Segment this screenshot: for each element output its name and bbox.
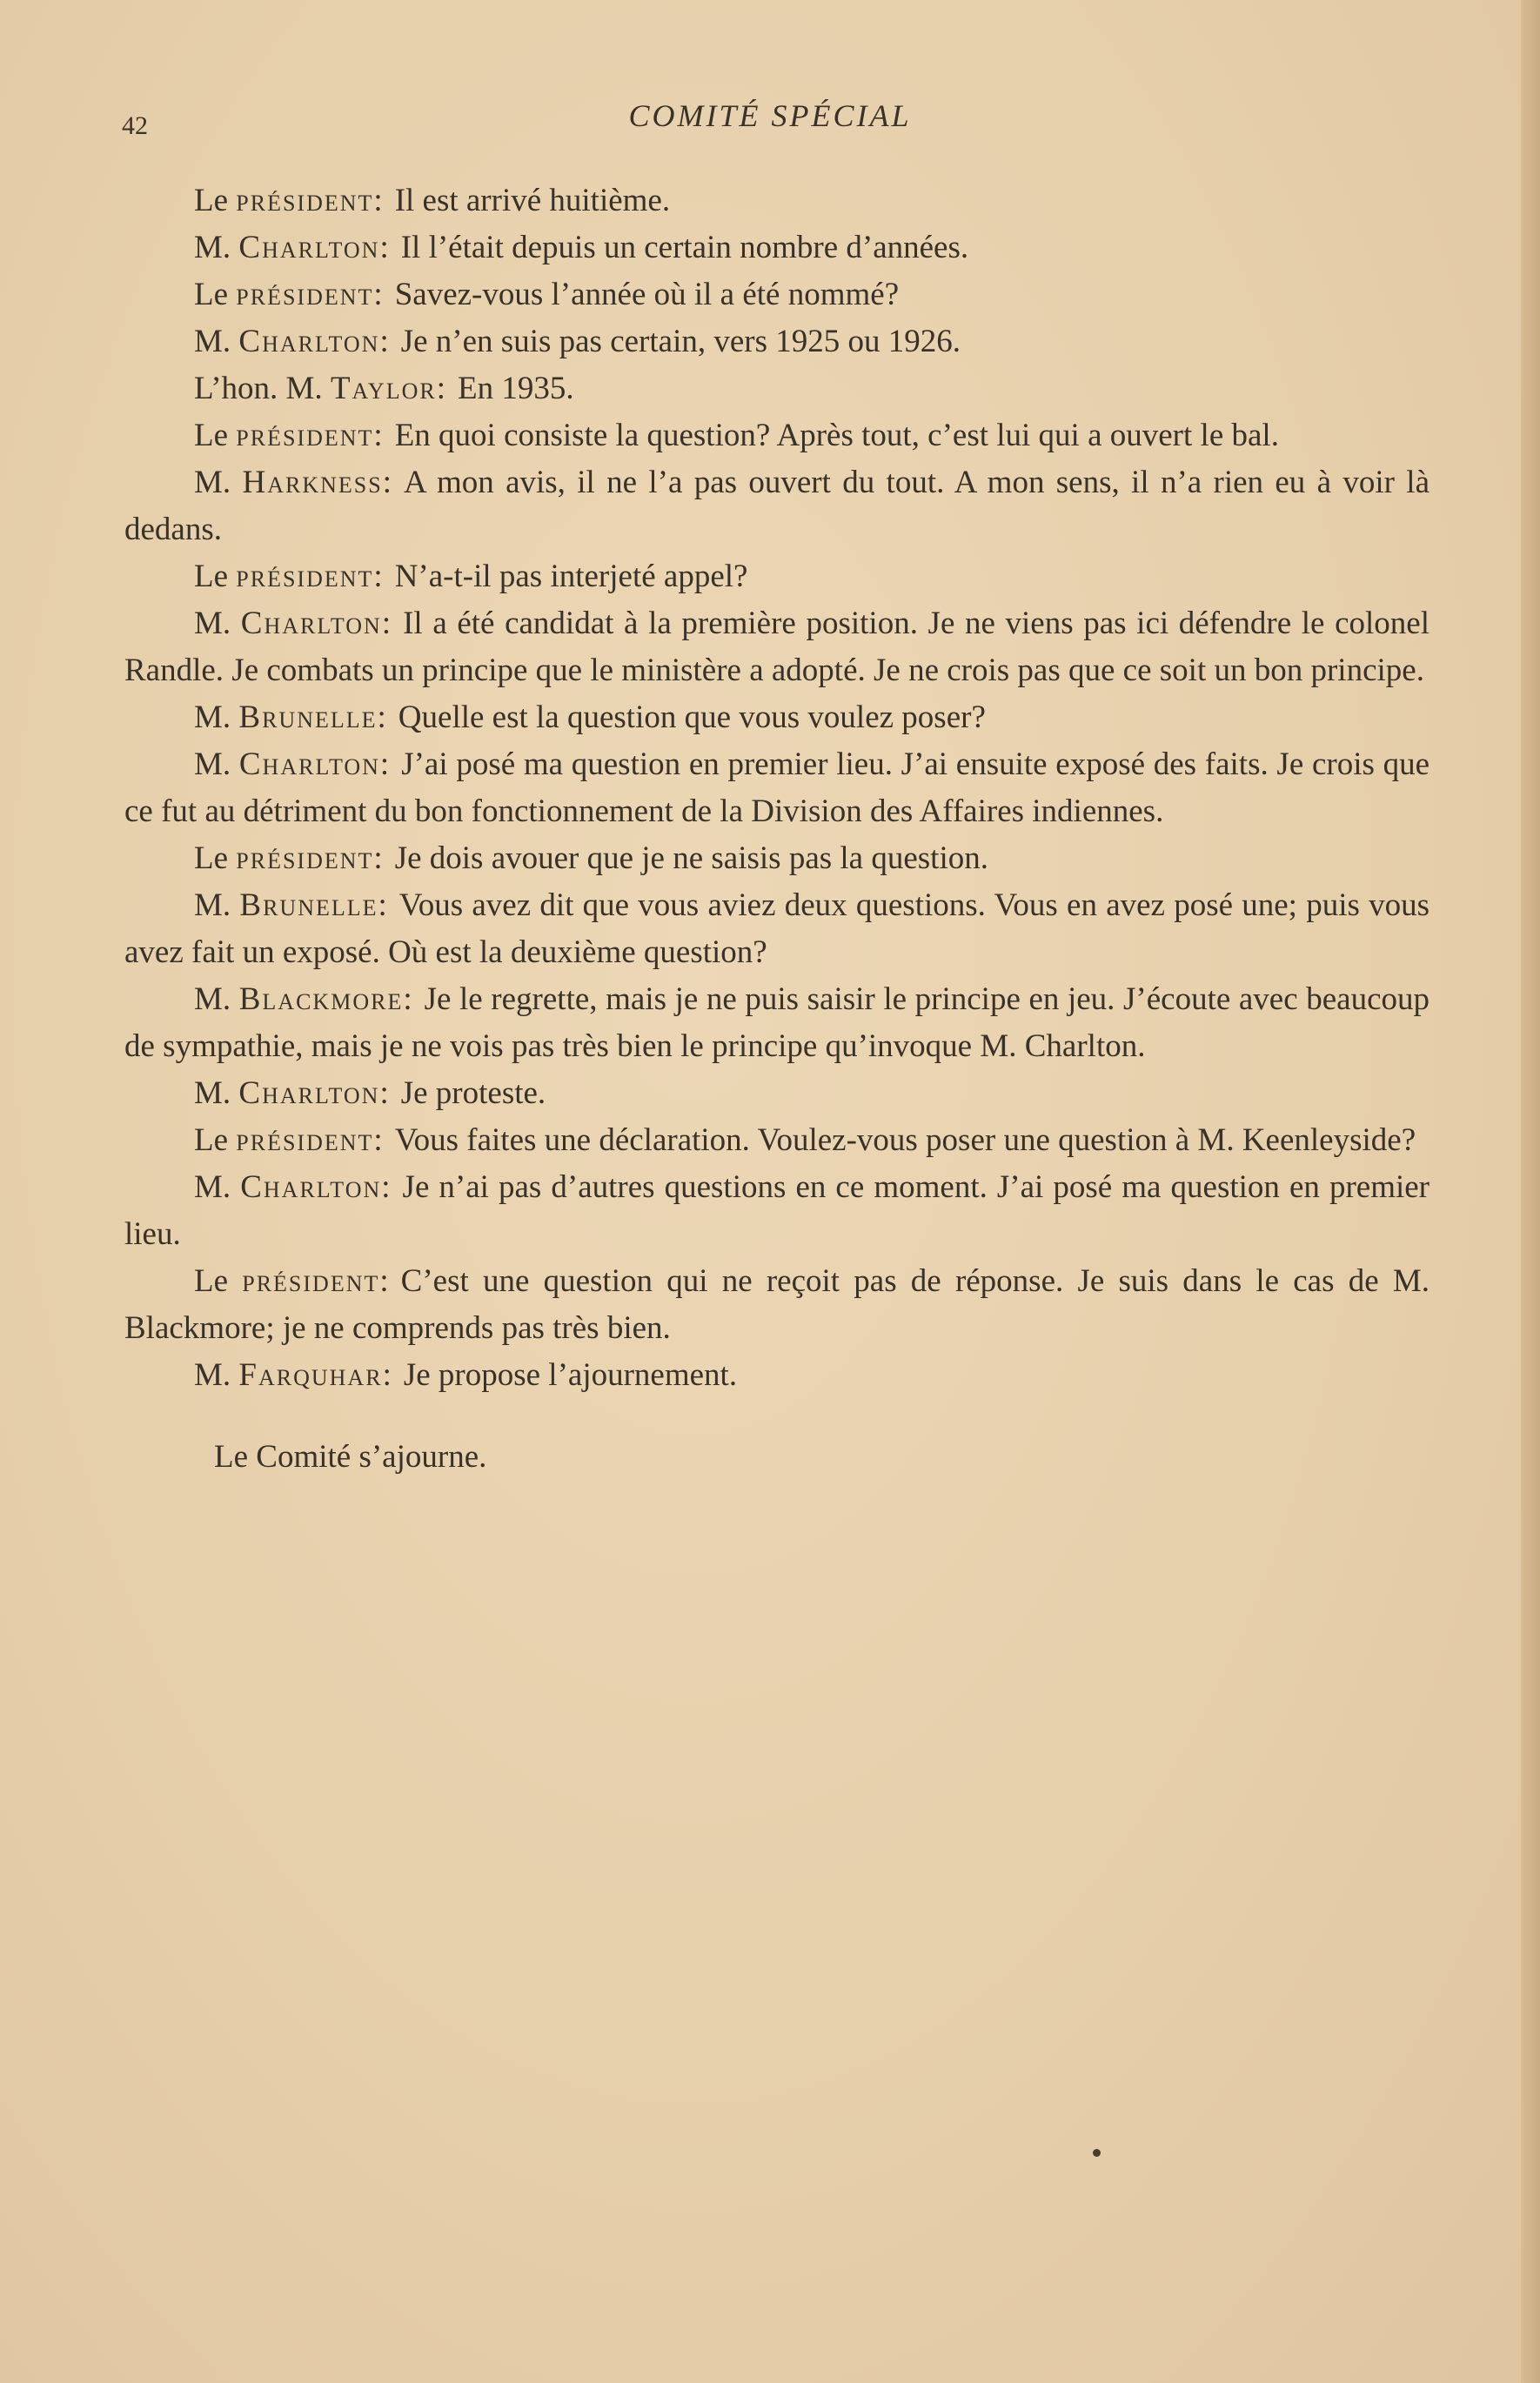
transcript-paragraph [124,882,1430,976]
speaker-prefix: M. [194,887,231,923]
transcript-paragraph [124,1117,1430,1164]
speaker-colon: : [382,465,392,500]
speaker-prefix: M. [194,1169,231,1205]
speaker-prefix: Le [194,277,229,312]
closing-statement: Le Comité s’ajourne. [214,1439,487,1475]
speaker-colon: : [403,981,412,1017]
speaker-prefix: M. [194,700,231,735]
speaker-colon: : [379,1263,389,1299]
transcript-paragraph [124,177,1430,224]
speech-text: Je n’ai pas d’autres questions en ce moment. J’ai posé ma question en premier lieu. [124,1169,1430,1252]
speech-text: Quelle est la question que vous voulez poser? [398,700,986,735]
speaker-colon: : [373,559,383,594]
ink-speck [1093,2149,1101,2157]
transcript-paragraph [124,1070,1430,1117]
speaker-prefix: M. [194,981,231,1017]
speaker-colon: : [373,840,383,876]
transcript-paragraph [124,1258,1430,1352]
speech-text: N’a-t-il pas interjeté appel? [394,559,748,594]
speech-text: Savez-vous l’année où il a été nommé? [394,277,900,312]
transcript-paragraph [124,1164,1430,1258]
speaker-name: Taylor [330,371,437,406]
speaker-name: président [236,559,374,594]
transcript-body [124,177,1430,1481]
page-edge [1521,0,1540,2383]
speaker-prefix: M. [194,1357,231,1393]
speaker-colon: : [382,1357,392,1393]
running-head: COMITÉ SPÉCIAL [628,98,912,133]
speech-text: Vous faites une déclaration. Voulez-vous poser une question à M. Keenleyside? [394,1122,1416,1158]
speaker-prefix: Le [194,183,229,218]
transcript-paragraph [124,318,1430,365]
speech-text: Il l’était depuis un certain nombre d’années. [400,230,969,265]
speaker-prefix: M. [194,746,231,782]
speaker-name: Charlton [238,1075,380,1111]
speaker-name: président [236,183,374,218]
speaker-colon: : [379,1075,389,1111]
speaker-colon: : [373,277,383,312]
speaker-prefix: Le [194,1263,229,1299]
speaker-prefix: Le [194,418,229,453]
speaker-name: Charlton [240,1169,382,1205]
speech-text: Vous avez dit que vous aviez deux questions. Vous en avez posé une; puis vous avez fait un exposé. Où est la deuxième question? [124,887,1430,970]
speaker-prefix: M. [194,606,231,641]
speaker-name: président [236,840,374,876]
speech-text: Je n’en suis pas certain, vers 1925 ou 1926. [400,324,961,359]
transcript-paragraph [124,553,1430,600]
speaker-colon: : [377,700,386,735]
speaker-prefix: Le [194,559,229,594]
transcript-paragraph [124,224,1430,271]
speaker-name: Brunelle [238,700,378,735]
speaker-prefix: M. [194,230,231,265]
speaker-name: Charlton [238,230,380,265]
speaker-colon: : [373,183,383,218]
speaker-colon: : [379,230,389,265]
speech-text: Il a été candidat à la première position. Je ne viens pas ici défendre le colonel Randle. Je combats un principe que le ministère a adopté. Je ne crois pas que ce soit un bon principe. [124,606,1430,688]
speaker-prefix: M. [194,1075,231,1111]
transcript-paragraph [124,271,1430,318]
speaker-colon: : [381,606,392,641]
transcript-paragraph [124,835,1430,882]
transcript-paragraph [124,412,1430,459]
speaker-name: président [236,418,374,453]
speaker-name: président [242,1263,380,1299]
speaker-colon: : [436,371,445,406]
speech-text: J’ai posé ma question en premier lieu. J’ai ensuite exposé des faits. Je crois que ce fut au détriment du bon fonctionnement de la Division des Affaires indiennes. [124,746,1430,829]
speaker-colon: : [373,418,383,453]
speaker-colon: : [378,887,387,923]
speech-text: A mon avis, il ne l’a pas ouvert du tout. A mon sens, il n’a rien eu à voir là dedans. [124,465,1430,547]
speech-text: Je le regrette, mais je ne puis saisir le principe en jeu. J’écoute avec beaucoup de sympathie, mais je ne vois pas très bien le principe qu’invoque M. Charlton. [124,981,1430,1064]
speaker-prefix: M. [194,324,231,359]
page-number: 42 [122,111,148,140]
speaker-colon: : [379,324,389,359]
speaker-name: président [236,277,374,312]
speech-text: En quoi consiste la question? Après tout, c’est lui qui a ouvert le bal. [394,418,1279,453]
speaker-prefix: L’hon. M. [194,371,323,406]
speaker-colon: : [373,1122,383,1158]
speaker-prefix: Le [194,1122,229,1158]
speaker-prefix: Le [194,840,229,876]
speaker-colon: : [379,746,390,782]
speaker-name: Charlton [238,324,380,359]
transcript-paragraph [124,741,1430,835]
speaker-name: Farquhar [238,1357,383,1393]
speaker-name: Brunelle [239,887,378,923]
speaker-name: Harkness [242,465,383,500]
speech-text: Je proteste. [400,1075,546,1111]
speech-text: Il est arrivé huitième. [394,183,671,218]
speech-text: Je propose l’ajournement. [403,1357,738,1393]
transcript-paragraph [124,1352,1430,1399]
speech-text: C’est une question qui ne reçoit pas de réponse. Je suis dans le cas de M. Blackmore; je ne comprends pas très bien. [124,1263,1430,1346]
transcript-paragraph [124,976,1430,1070]
transcript-paragraph [124,694,1430,741]
speech-text: Je dois avouer que je ne saisis pas la question. [394,840,988,876]
speaker-name: Blackmore [238,981,404,1017]
speaker-name: président [236,1122,374,1158]
transcript-paragraph [124,365,1430,412]
speaker-colon: : [381,1169,391,1205]
speaker-name: Charlton [240,606,382,641]
speaker-name: Charlton [238,746,380,782]
transcript-paragraph [124,459,1430,553]
speaker-prefix: M. [194,465,231,500]
transcript-paragraph [124,600,1430,694]
speech-text: En 1935. [458,371,574,406]
